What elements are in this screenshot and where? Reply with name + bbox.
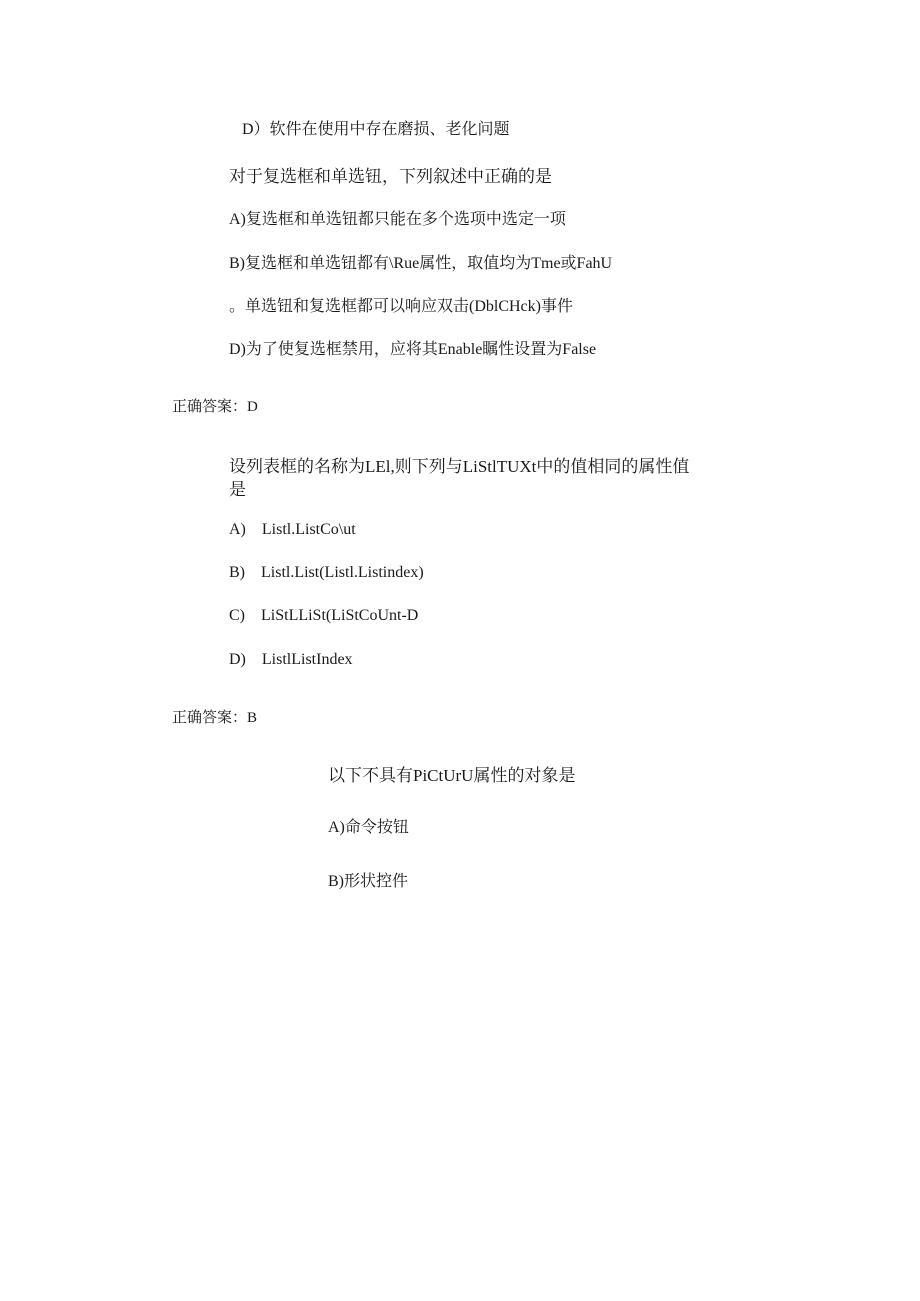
option-b: B)形状控件: [328, 873, 409, 890]
option-b: B) Listl.List(Listl.Listindex): [229, 564, 424, 581]
option-c: 。单选钮和复选框都可以响应双击(DblCHck)事件: [229, 298, 573, 315]
option-b: B)复选框和单选钮都有\Rue属性，取值均为Tme或FahU: [229, 255, 613, 272]
option-a: A) Listl.ListCo\ut: [229, 521, 356, 538]
option-a: A)复选框和单选钮都只能在多个选项中选定一项: [229, 211, 566, 228]
question-picture-property: 以下不具有PiCtUrU属性的对象是: [328, 766, 576, 785]
answer-1: 正确答案：D: [172, 399, 258, 415]
answer-2: 正确答案：B: [172, 710, 258, 726]
option-a: A)命令按钮: [328, 819, 409, 836]
question-checkbox-radio: 对于复选框和单选钮，下列叙述中正确的是: [229, 167, 552, 186]
option-c: C) LiStLLiSt(LiStCoUnt-D: [229, 607, 419, 624]
option-d: D) ListlListIndex: [229, 651, 353, 668]
question-listbox: 设列表框的名称为LEl,则下列与LiStlTUXt中的值相同的属性值是: [229, 457, 690, 499]
option-d: D)为了使复选框禁用，应将其Enable瞩性设置为False: [229, 341, 597, 358]
prev-option-d: D）软件在使用中存在磨损、老化问题: [242, 121, 510, 138]
